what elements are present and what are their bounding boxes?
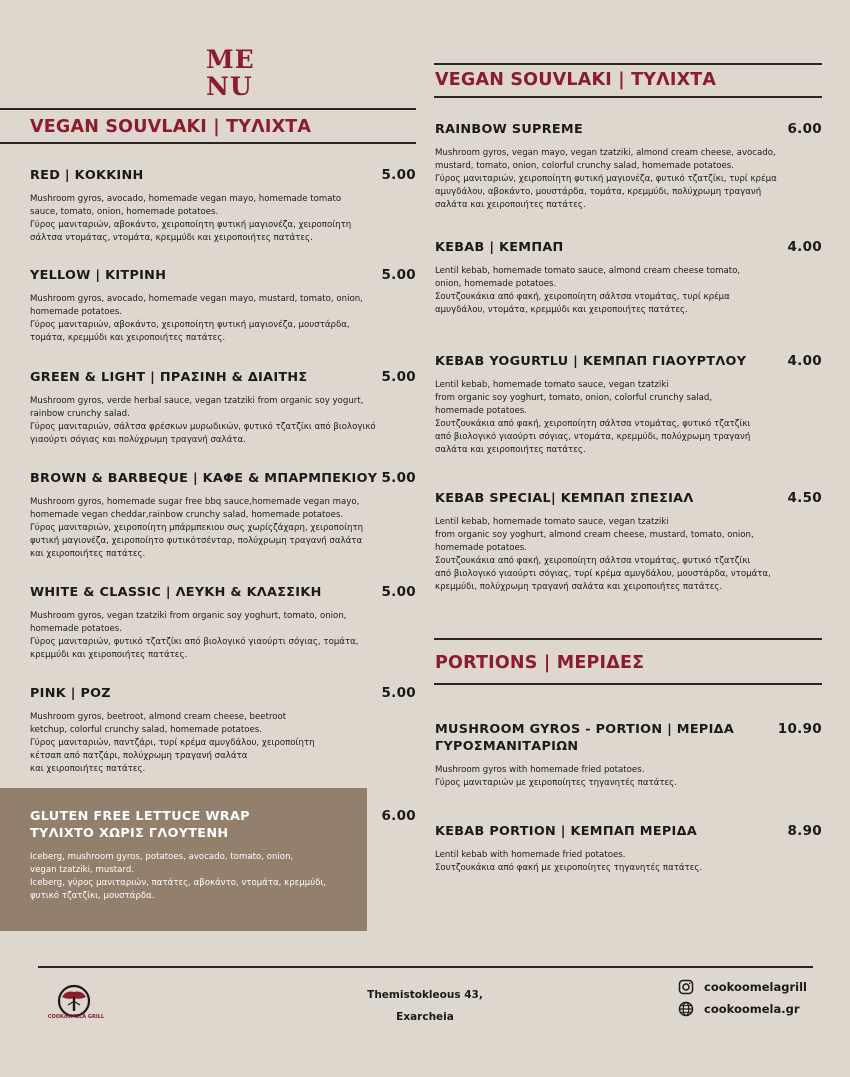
menu-title-line1: ME xyxy=(206,45,255,74)
item-price: 4.00 xyxy=(787,239,822,255)
item-description: Mushroom gyros with homemade fried potatoes. Γύρος μανιταριών με χειροποίητες τηγανητές πατάτες. xyxy=(435,765,677,788)
item-description: Mushroom gyros, avocado, homemade vegan mayo, mustard, tomato, onion, homemade potatoes. Γύρος μανιταριών, αβοκάντο, χειροποίητη φυτική μαγιονέζα, μουστάρδα, τομάτα, κρεμμύδι και χειροποιήτες πατάτες. xyxy=(30,294,363,343)
item-description: Lentil kebab with homemade fried potatoes. Σουτζουκάκια από φακή με χειροποίητες τηγανητές πατάτες. xyxy=(435,850,703,873)
right-section-title: VEGAN SOUVLAKI | ΤΥΛΙΧΤΑ xyxy=(435,70,717,90)
item-name: BROWN & BARBEQUE | ΚΑΦΕ & ΜΠΑΡΜΠΕΚΙΟΥ xyxy=(30,471,378,486)
address-line2: Exarcheia xyxy=(396,1011,454,1023)
item-name: PINK | ΡΟΖ xyxy=(30,686,111,701)
right-title-divider xyxy=(434,96,822,98)
menu-title xyxy=(206,46,266,100)
logo-label: COOKooMELA GRILL xyxy=(47,1014,105,1020)
item-price: 5.00 xyxy=(381,369,416,385)
instagram-handle: cookoomelagrill xyxy=(704,980,807,994)
item-description: Mushroom gyros, vegan mayo, vegan tzatziki, almond cream cheese, avocado, mustard, tomato, onion, colorful crunchy salad, homemade potatoes. Γύρος μανιταριών, χειροποίητη φυτική μαγιονέζα, φυτικό τζατζίκι, τυρί κρέμα αμυγδάλου, αβοκάντο, μουστάρδα, τομάτα, κρεμμύδι, πολύχρωμη τραγανή σαλάτα και χειροποιήτες πατάτες. xyxy=(435,148,777,210)
item-price: 6.00 xyxy=(381,808,416,824)
menu-item-white xyxy=(30,584,416,662)
item-name: GREEN & LIGHT | ΠΡΑΣΙΝΗ & ΔΙΑΙΤΗΣ xyxy=(30,370,308,385)
menu-item-mushroom-portion xyxy=(435,721,822,790)
menu-item-red xyxy=(30,167,416,245)
item-name: KEBAB YOGURTLU | ΚΕΜΠΑΠ ΓΙΑΟΥΡΤΛΟΥ xyxy=(435,354,747,369)
menu-item-kebab-portion xyxy=(435,823,822,875)
menu-item-rainbow-supreme xyxy=(435,121,822,212)
item-description: Lentil kebab, homemade tomato sauce, almond cream cheese tomato, onion, homemade potatoes. Σουτζουκάκια από φακή, χειροποίητη σάλτσα ντομάτας, τυρί κρέμα αμυγδάλου, ντομάτα, κρεμμύδι και χειροποιήτες πατάτες. xyxy=(435,266,741,315)
menu-item-kebab-special xyxy=(435,490,822,594)
item-name: KEBAB PORTION | ΚΕΜΠΑΠ ΜΕΡΙΔΑ xyxy=(435,824,698,839)
item-price: 5.00 xyxy=(381,685,416,701)
menu-item-yellow xyxy=(30,267,416,345)
item-price: 4.50 xyxy=(787,490,822,506)
item-price: 6.00 xyxy=(787,121,822,137)
item-name: MUSHROOM GYROS - PORTION | ΜΕΡΙΔΑ ΓΥΡΟΣΜΑΝΙΤΑΡΙΩΝ xyxy=(435,722,735,754)
item-price: 8.90 xyxy=(787,823,822,839)
left-title-divider xyxy=(0,142,416,144)
menu-item-brown xyxy=(30,470,416,561)
portions-section-title: PORTIONS | ΜΕΡΙΔΕΣ xyxy=(435,653,645,673)
address xyxy=(355,984,495,1028)
right-top-divider xyxy=(434,63,822,65)
menu-item-green xyxy=(30,369,416,447)
footer-divider xyxy=(38,966,813,968)
left-section-title: VEGAN SOUVLAKI | ΤΥΛΙΧΤΑ xyxy=(30,117,312,137)
website-url: cookoomela.gr xyxy=(704,1002,800,1016)
instagram-link[interactable] xyxy=(678,979,807,995)
item-description: Mushroom gyros, verde herbal sauce, vegan tzatziki from organic soy yogurt, rainbow crunchy salad. Γύρος μανιταριών, σάλτσα φρέσκων μυρωδικών, φυτικό τζατζίκι από βιολογικό γιαούρτι σόγιας και πολύχρωμη τραγανή σαλάτα. xyxy=(30,396,376,445)
menu-item-kebab xyxy=(435,239,822,317)
globe-icon xyxy=(678,1001,694,1017)
item-description: Mushroom gyros, homemade sugar free bbq sauce,homemade vegan mayo, homemade vegan cheddar,rainbow crunchy salad, homemade potatoes. Γύρος μανιταριών, χειροποίητη μπάρμπεκιου σως χωρίςζάχαρη, χειροποίητη φυτική μαγιονέζα, χειροποίητο φυτικότσένταρ, πολύχρωμη τραγανή σαλάτα και χειροποιήτες πατάτες. xyxy=(30,497,364,559)
item-description: Lentil kebab, homemade tomato sauce, vegan tzatziki from organic soy yoghurt, almond cream cheese, mustard, tomato, onion, homemade potatoes. Σουτζουκάκια από φακή, χειροποίητη σάλτσα ντομάτας, φυτικό τζατζίκι από βιολογικό γιαούρτι σόγιας, τυρί κρέμα αμυγδάλου, μουστάρδα, ντομάτα, κρεμμύδι, πολύχρωμη τραγανή σαλάτα και χειροποιήτες πατάτες. xyxy=(435,517,771,592)
item-description: Mushroom gyros, vegan tzatziki from organic soy yoghurt, tomato, onion, homemade potatoes. Γύρος μανιταριών, φυτικό τζατζίκι από βιολογικό γιαούρτι σόγιας, τομάτα, κρεμμύδι και χειροποιήτες πατάτες. xyxy=(30,611,359,660)
address-line1: Themistokleous 43, xyxy=(367,989,483,1001)
item-name: KEBAB | ΚΕΜΠΑΠ xyxy=(435,240,564,255)
item-price: 5.00 xyxy=(381,470,416,486)
item-description: Mushroom gyros, beetroot, almond cream cheese, beetroot ketchup, colorful crunchy salad, homemade potatoes. Γύρος μανιταριών, παντζάρι, τυρί κρέμα αμυγδάλου, χειροποίητη κέτσαπ από πατζάρι, πολύχρωμη τραγανή σαλάτα και χειροποιήτες πατάτες. xyxy=(30,712,315,774)
item-name: RAINBOW SUPREME xyxy=(435,122,583,137)
menu-title-line2: NU xyxy=(206,72,253,101)
menu-item-gluten-free xyxy=(30,808,416,903)
item-name: YELLOW | ΚΙΤΡΙΝΗ xyxy=(30,268,167,283)
portions-top-divider xyxy=(434,638,822,640)
item-description: Lentil kebab, homemade tomato sauce, vegan tzatziki from organic soy yoghurt, tomato, onion, colorful crunchy salad, homemade potatoes. Σουτζουκάκια από φακή, χειροποίητη σάλτσα ντομάτας, φυτικό τζατζίκι από βιολογικό γιαούρτι σόγιας, ντομάτα, κρεμμύδι, πολύχρωμη τραγανή σαλάτα και χειροποιήτες πατάτες. xyxy=(435,380,751,455)
left-top-divider xyxy=(0,108,416,110)
instagram-icon xyxy=(678,979,694,995)
item-price: 5.00 xyxy=(381,267,416,283)
menu-item-pink xyxy=(30,685,416,776)
item-name: WHITE & CLASSIC | ΛΕΥΚΗ & ΚΛΑΣΣΙΚΗ xyxy=(30,585,322,600)
item-price: 5.00 xyxy=(381,167,416,183)
item-name: RED | ΚΟΚΚΙΝΗ xyxy=(30,168,144,183)
item-description: Mushroom gyros, avocado, homemade vegan mayo, homemade tomato sauce, tomato, onion, homemade potatoes. Γύρος μανιταριών, αβοκάντο, χειροποίητη φυτική μαγιονέζα, χειροποίητη σάλτσα ντομάτας, ντομάτα, κρεμμύδι και χειροποιήτες πατάτες. xyxy=(30,194,352,243)
portions-title-divider xyxy=(434,683,822,685)
menu-item-kebab-yogurtlu xyxy=(435,353,822,457)
item-name: KEBAB SPECIAL| ΚΕΜΠΑΠ ΣΠΕΣΙΑΛ xyxy=(435,491,694,506)
item-name: GLUTEN FREE LETTUCE WRAP ΤΥΛΙΧΤΟ ΧΩΡΙΣ ΓΛΟΥΤΕΝΗ xyxy=(30,809,250,841)
website-link[interactable] xyxy=(678,1001,800,1017)
item-description: Iceberg, mushroom gyros, potatoes, avocado, tomato, onion, vegan tzatziki, mustard. Iceberg, γύρος μανιταριών, πατάτες, αβοκάντο, ντομάτα, κρεμμύδι, φυτικό τζατζίκι, μουστάρδα. xyxy=(30,852,327,901)
item-price: 5.00 xyxy=(381,584,416,600)
item-price: 10.90 xyxy=(777,721,822,737)
item-price: 4.00 xyxy=(787,353,822,369)
